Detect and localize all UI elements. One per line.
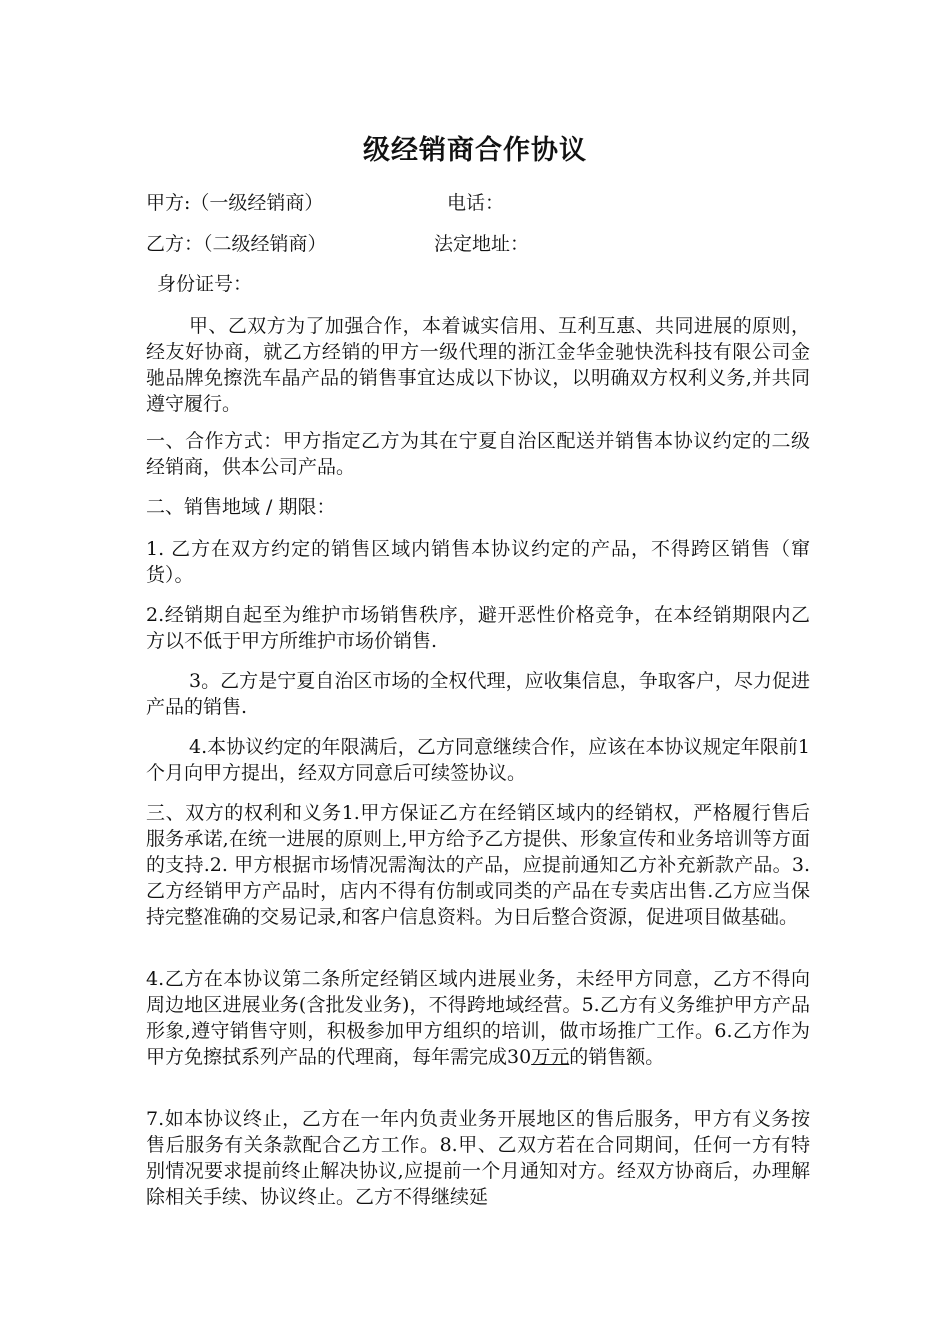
intro-paragraph: 甲、乙双方为了加强合作，本着诚实信用、互利互惠、共同进展的原则，经友好协商，就乙方经销的甲方一级代理的浙江金华金驰快洗科技有限公司金驰品牌免擦洗车晶产品的销售事宜达成以下协议，以明确双方权利义务,并共同遵守履行。: [146, 315, 810, 415]
clause-item-1: 1. 乙方在双方约定的销售区域内销售本协议约定的产品，不得跨区销售（窜货）。: [146, 538, 810, 586]
document-title: 级经销商合作协议: [363, 135, 587, 166]
clause-paragraph-4-6: [146, 966, 810, 1070]
clause-4-6-end: 的销售额。: [569, 1046, 665, 1068]
clause-item-3: 3。乙方是宁夏自治区市场的全权代理，应收集信息，争取客户，尽力促进产品的销售.: [146, 670, 810, 718]
clause-4-6-text: 4.乙方在本协议第二条所定经销区域内进展业务，未经甲方同意，乙方不得向周边地区进展业务(含批发业务)，不得跨地域经营。5.乙方有义务维护甲方产品形象,遵守销售守则，积极参加甲方组织的培训，做市场推广工作。6.乙方作为甲方免擦拭系列产品的代理商，每年需完成30: [146, 968, 810, 1068]
section-cooperation: 一、合作方式：甲方指定乙方为其在宁夏自治区配送并销售本协议约定的二级经销商，供本公司产品。: [146, 430, 810, 478]
section-rights-obligations: 三、双方的权利和义务1.甲方保证乙方在经销区域内的经销权，严格履行售后服务承诺,在统一进展的原则上,甲方给予乙方提供、形象宣传和业务培训等方面的支持.2. 甲方根据市场情况需淘汰的产品，应提前通知乙方补充新款产品。3.乙方经销甲方产品时，店内不得有仿制或同类的产品在专卖店出售.乙方应当保持完整准确的交易记录,和客户信息资料。为日后整合资源，促进项目做基础。: [146, 802, 810, 928]
section-territory-heading: 二、销售地域 / 期限：: [146, 496, 336, 518]
party-a-label: 甲方:（一级经销商）: [146, 192, 324, 214]
clause-paragraph-7-8: 7.如本协议终止，乙方在一年内负责业务开展地区的售后服务，甲方有义务按售后服务有关条款配合乙方工作。8.甲、乙双方若在合同期间，任何一方有特别情况要求提前终止解决协议,应提前一个月通知对方。经双方协商后，办理解除相关手续、协议终止。乙方不得继续延: [146, 1108, 810, 1208]
clause-item-2: 2.经销期自起至为维护市场销售秩序，避开恶性价格竞争，在本经销期限内乙方以不低于甲方所维护市场价销售.: [146, 604, 810, 652]
address-label: 法定地址：: [434, 233, 530, 255]
id-number-label: 身份证号：: [157, 273, 253, 295]
party-b-label: 乙方：（二级经销商）: [146, 233, 327, 255]
phone-label: 电话：: [447, 192, 505, 214]
clause-item-4: 4.本协议约定的年限满后，乙方同意继续合作，应该在本协议规定年限前1个月向甲方提出，经双方同意后可续签协议。: [146, 736, 810, 784]
sales-unit-text: 万元: [531, 1046, 570, 1068]
